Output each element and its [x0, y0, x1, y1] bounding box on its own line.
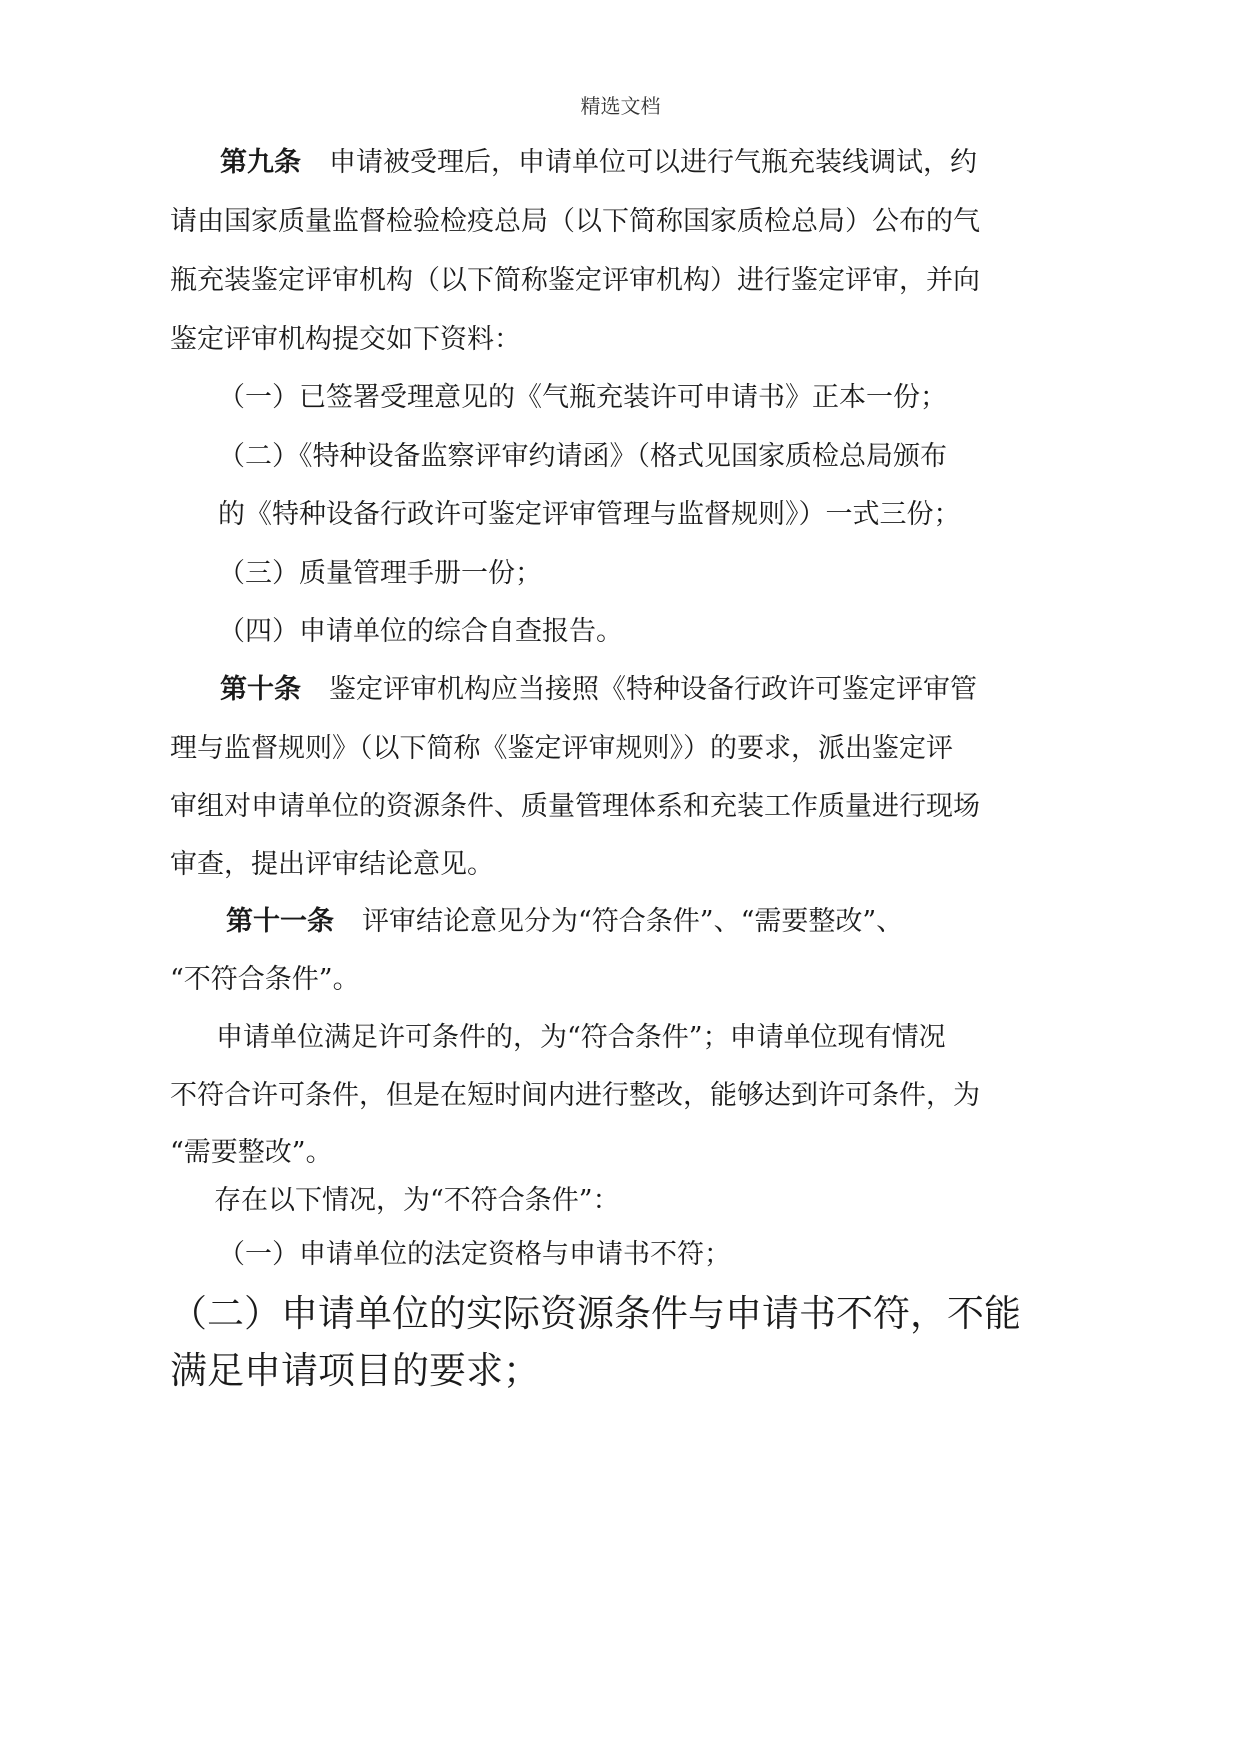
- article11-first-line: [226, 904, 903, 940]
- article11-item-0: （一）申请单位的法定资格与申请书不符；: [218, 1239, 731, 1270]
- article10-line-2: 审组对申请单位的资源条件、质量管理体系和充装工作质量进行现场: [170, 791, 980, 822]
- article9-item-0: （一）已签署受理意见的《气瓶充装许可申请书》正本一份；: [218, 382, 947, 413]
- article11-para3: 存在以下情况，为“不符合条件”：: [214, 1185, 620, 1216]
- article9-label: 第九条: [220, 147, 301, 178]
- article11-label: 第十一条: [226, 906, 334, 937]
- article10-label: 第十条: [220, 674, 301, 705]
- article10-line-1: 理与监督规则》（以下简称《鉴定评审规则》）的要求，派出鉴定评: [170, 733, 953, 764]
- article9-line-0: 申请被受理后，申请单位可以进行气瓶充装线调试，约: [329, 147, 977, 178]
- article10-line-3: 审查，提出评审结论意见。: [170, 849, 494, 880]
- article9-item-2: 的《特种设备行政许可鉴定评审管理与监督规则》）一式三份；: [218, 499, 961, 530]
- article11-line-0: 评审结论意见分为“符合条件”、“需要整改”、: [362, 906, 904, 937]
- article11-para2-line-0: 申请单位满足许可条件的，为“符合条件”；申请单位现有情况: [216, 1022, 946, 1053]
- article11-item-1-cont: 满足申请项目的要求；: [170, 1349, 540, 1392]
- article11-para2-line-2: “需要整改”。: [170, 1137, 333, 1168]
- article10-line-0: 鉴定评审机构应当接照《特种设备行政许可鉴定评审管: [329, 674, 977, 705]
- article10-first-line: [220, 672, 977, 708]
- page-header: 精选文档: [580, 94, 661, 118]
- article9-line-3: 鉴定评审机构提交如下资料：: [170, 324, 521, 355]
- article9-item-1: （二）《特种设备监察评审约请函》（格式见国家质检总局颁布: [218, 441, 947, 472]
- article9-line-2: 瓶充装鉴定评审机构（以下简称鉴定评审机构）进行鉴定评审，并向: [170, 265, 980, 296]
- article11-line-1: “不符合条件”。: [170, 964, 360, 995]
- article9-first-line: [220, 145, 977, 181]
- article9-line-1: 请由国家质量监督检验检疫总局（以下简称国家质检总局）公布的气: [170, 206, 980, 237]
- article9-item-4: （四）申请单位的综合自查报告。: [218, 616, 623, 647]
- article11-para2-line-1: 不符合许可条件，但是在短时间内进行整改，能够达到许可条件，为: [170, 1080, 980, 1111]
- article11-item-1: （二）申请单位的实际资源条件与申请书不符，不能: [170, 1292, 1021, 1335]
- article9-item-3: （三）质量管理手册一份；: [218, 558, 542, 589]
